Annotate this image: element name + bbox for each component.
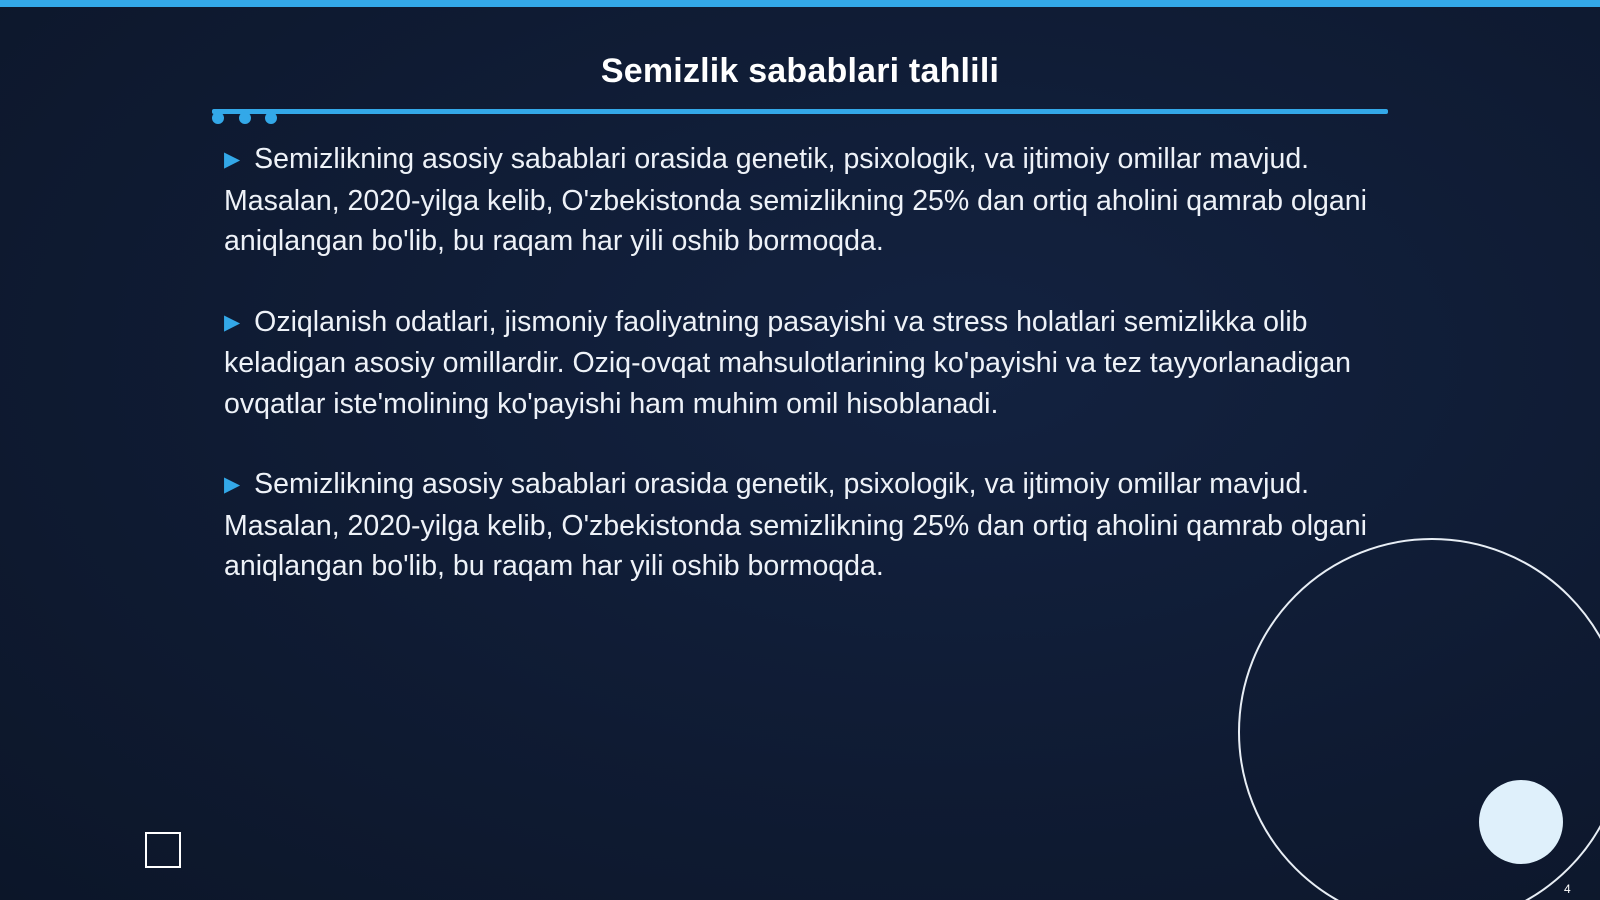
decor-dot	[265, 112, 277, 124]
play-triangle-icon: ▶	[224, 310, 241, 334]
slide-title: Semizlik sabablari tahlili	[600, 52, 1000, 90]
bullet-item	[224, 139, 1374, 262]
bullet-item	[224, 464, 1374, 587]
decor-dot	[212, 112, 224, 124]
decor-square-outline	[145, 832, 181, 868]
page-number: 4	[1564, 882, 1571, 896]
bullet-text: Semizlikning asosiy sabablari orasida genetik, psixologik, va ijtimoiy omillar mavjud. Masalan, 2020-yilga kelib, O'zbekistonda semizlikning 25% dan ortiq aholini qamrab olgani aniqlangan bo'lib, bu raqam har yili oshib bormoqda.	[224, 143, 1367, 257]
decor-dot	[239, 112, 251, 124]
bullet-item	[224, 302, 1374, 425]
bullet-text: Semizlikning asosiy sabablari orasida genetik, psixologik, va ijtimoiy omillar mavjud. Masalan, 2020-yilga kelib, O'zbekistonda semizlikning 25% dan ortiq aholini qamrab olgani aniqlangan bo'lib, bu raqam har yili oshib bormoqda.	[224, 468, 1367, 582]
play-triangle-icon: ▶	[224, 148, 241, 171]
top-accent-bar	[0, 0, 1600, 7]
play-triangle-icon: ▶	[224, 473, 241, 496]
title-underline	[212, 109, 1388, 114]
bullet-list	[224, 139, 1374, 627]
bullet-text: Oziqlanish odatlari, jismoniy faoliyatning pasayishi va stress holatlari semizlikka olib keladigan asosiy omillardir. Oziq-ovqat mahsulotlarining ko'payishi va tez tayyorlanadigan ovqatlar iste'molining ko'payishi ham muhim omil hisoblanadi.	[224, 305, 1352, 420]
decor-circle-filled	[1479, 780, 1563, 864]
